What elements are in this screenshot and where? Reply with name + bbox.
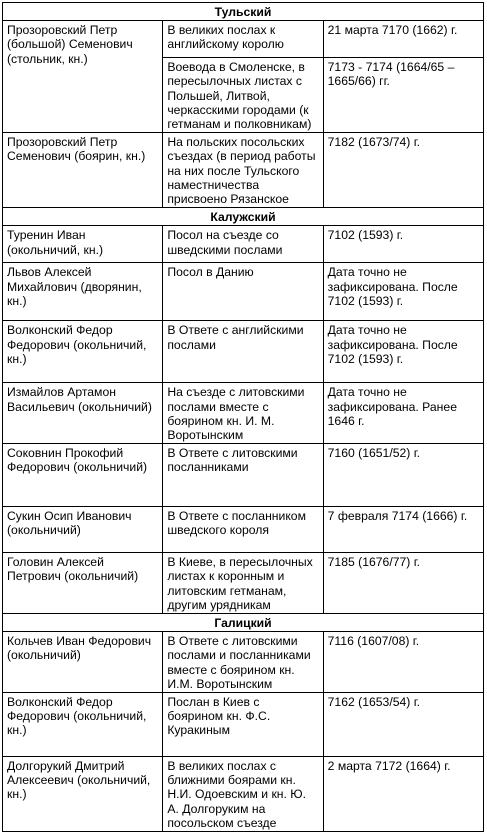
- date-cell: Дата точно не зафиксирована. После 7102 (1593) г.: [323, 321, 483, 383]
- date-cell: 7162 (1653/54) г.: [323, 693, 483, 757]
- event-cell: В Ответе с литовскими послами и посланниками вместе с боярином кн. И.М. Воротынским: [163, 632, 323, 693]
- section-header-row: [3, 614, 484, 632]
- date-cell: 7116 (1607/08) г.: [323, 632, 483, 693]
- table-row: [3, 321, 484, 383]
- table-row: [3, 553, 484, 614]
- date-cell: 21 марта 7170 (1662) г.: [323, 21, 483, 58]
- date-cell: 7160 (1651/52) г.: [323, 444, 483, 507]
- table-row: [3, 133, 484, 208]
- table-row: [3, 21, 484, 58]
- event-cell: На польских посольских съездах (в период работы на них после Тульского наместничества присвоено Рязанское: [163, 133, 323, 208]
- person-cell: Сукин Осип Иванович (окольничий): [3, 507, 163, 553]
- event-cell: В Ответе с литовскими посланниками: [163, 444, 323, 507]
- event-cell: Посол в Данию: [163, 263, 323, 321]
- person-cell: Кольчев Иван Федорович (окольничий): [3, 632, 163, 693]
- person-cell: Волконский Федор Федорович (окольничий, кн.): [3, 321, 163, 383]
- person-cell: Туренин Иван (окольничий, кн.): [3, 226, 163, 263]
- person-cell: Волконский Федор Федорович (окольничий, кн.): [3, 693, 163, 757]
- date-cell: 7 февраля 7174 (1666) г.: [323, 507, 483, 553]
- event-cell: В Ответе с английскими послами: [163, 321, 323, 383]
- event-cell: Послан в Киев с боярином кн. Ф.С. Куракиным: [163, 693, 323, 757]
- section-header-row: [3, 208, 484, 226]
- table-row: [3, 383, 484, 444]
- date-cell: 7185 (1676/77) г.: [323, 553, 483, 614]
- date-cell: 7102 (1593) г.: [323, 226, 483, 263]
- date-cell: 7182 (1673/74) г.: [323, 133, 483, 208]
- event-cell: В Киеве, в пересылочных листах к коронным и литовским гетманам, другим урядникам: [163, 553, 323, 614]
- table-row: [3, 226, 484, 263]
- event-cell: В великих послах к английскому королю: [163, 21, 323, 58]
- table-row: [3, 444, 484, 507]
- person-cell: Долгорукий Дмитрий Алексеевич (окольничий, кн.): [3, 757, 163, 832]
- person-cell: Головин Алексей Петрович (окольничий): [3, 553, 163, 614]
- table-row: [3, 757, 484, 832]
- person-cell: Львов Алексей Михайлович (дворянин, кн.): [3, 263, 163, 321]
- person-cell: Прозоровский Петр (большой) Семенович (стольник, кн.): [3, 21, 163, 133]
- table-body: [3, 3, 484, 832]
- event-cell: Посол на съезде со шведскими послами: [163, 226, 323, 263]
- table-row: [3, 693, 484, 757]
- section-title: Галицкий: [3, 614, 484, 632]
- table-row: [3, 632, 484, 693]
- event-cell: В Ответе с посланником шведского короля: [163, 507, 323, 553]
- section-title: Тульский: [3, 3, 484, 21]
- table-row: [3, 507, 484, 553]
- person-cell: Прозоровский Петр Семенович (боярин, кн.): [3, 133, 163, 208]
- table-row: [3, 263, 484, 321]
- date-cell: 7173 - 7174 (1664/65 – 1665/66) гг.: [323, 58, 483, 133]
- event-cell: В великих послах с ближними боярами кн. Н.И. Одоевским и кн. Ю. А. Долгоруким на посольском съезде: [163, 757, 323, 832]
- event-cell: На съезде с литовскими послами вместе с боярином кн. И. М. Воротынским: [163, 383, 323, 444]
- date-cell: 2 марта 7172 (1664) г.: [323, 757, 483, 832]
- officials-table: [2, 2, 484, 832]
- section-header-row: [3, 3, 484, 21]
- event-cell: Воевода в Смоленске, в пересылочных листах с Польшей, Литвой, черкасскими городами (к гетманам и полковникам): [163, 58, 323, 133]
- date-cell: Дата точно не зафиксирована. Ранее 1646 г.: [323, 383, 483, 444]
- section-title: Калужский: [3, 208, 484, 226]
- date-cell: Дата точно не зафиксирована. После 7102 (1593) г.: [323, 263, 483, 321]
- person-cell: Измайлов Артамон Васильевич (окольничий): [3, 383, 163, 444]
- person-cell: Соковнин Прокофий Федорович (окольничий): [3, 444, 163, 507]
